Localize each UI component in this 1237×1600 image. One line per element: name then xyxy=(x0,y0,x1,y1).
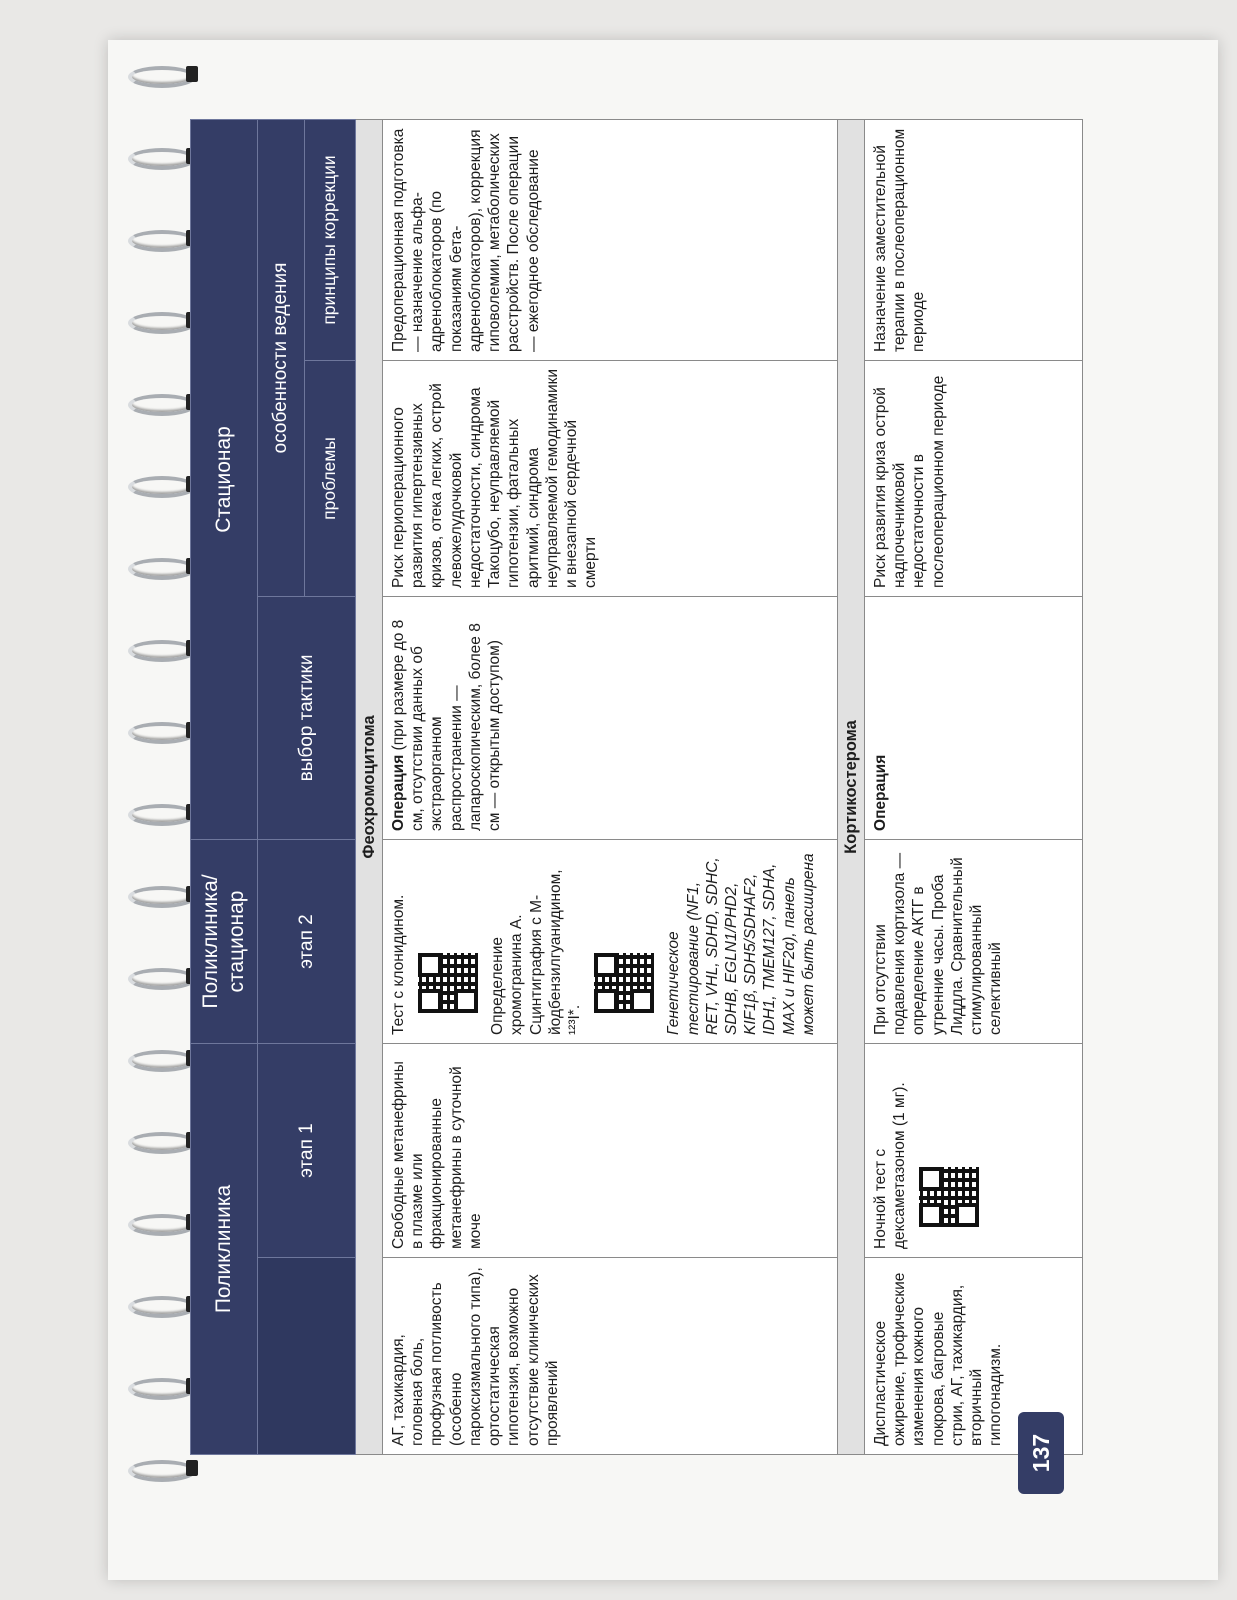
qr-code-icon[interactable] xyxy=(594,953,654,1013)
cortico-symptoms: Диспластическое ожирение, трофические изменения кожного покрова, багровые стрии, АГ, тахикардия, вторичный гипогонадизм. xyxy=(865,1258,1083,1455)
cortico-tactics-operation: Операция xyxy=(872,754,889,831)
pheo-principles: Предоперационная подготовка — назначение альфа-адреноблокаторов (по показаниям бета-адреноблокаторов), коррекция гиповолемии, метаболических расстройств. После операции — ежегодное обследование xyxy=(383,119,838,360)
header-stage-1: этап 1 xyxy=(258,1043,356,1257)
qr-code-icon[interactable] xyxy=(919,1167,979,1227)
pheo-genetic-testing: Генетическое тестирование (NF1, RET, VHL, SDHD, SDHC, SDHB, EGLN1/PHD2, KIF1β, SDH5/SDHAF2, IDH1, TMEM127, SDHA, MAX и HIF2α), панель может быть расширена xyxy=(665,853,817,1035)
tumor-management-table xyxy=(190,119,1083,1455)
header-clinic: Поликлиника xyxy=(191,1043,258,1454)
header-stage-2: этап 2 xyxy=(258,839,356,1043)
pheo-scintigraphy: Сцинтиграфия с М-йодбензилгуанидином, ¹²³I*. xyxy=(527,869,584,1035)
pheo-clonidine-test: Тест с клонидином. xyxy=(390,894,407,1035)
header-management: особенности ведения xyxy=(258,119,305,596)
cortico-problems: Риск развития криза острой надпочечниковой недостаточности в послеоперационном периоде xyxy=(865,360,1083,596)
spiral-ring xyxy=(124,1454,202,1482)
pheo-tactics-details: (при размере до 8 см, отсутствии данных об экстраорганном распространении — лапароскопическим, более 8 см — открытым доступом) xyxy=(390,619,504,831)
header-tactics: выбор тактики xyxy=(258,596,356,839)
rotated-table-stage xyxy=(190,120,1083,1455)
pheo-stage2 xyxy=(383,839,838,1043)
cortico-stage1 xyxy=(865,1043,1083,1257)
pheo-problems: Риск периоперационного развития гипертензивных кризов, отека легких, острой левожелудочковой недостаточности, синдрома Такоцубо, неуправляемой гипотензии, фатальных аритмий, синдрома неуправляемой гемодинамики и внезапной сердечной смерти xyxy=(383,360,838,596)
header-symptoms-blank xyxy=(258,1258,356,1455)
pheo-chromogranin: Определение хромогранина А. xyxy=(489,914,526,1035)
cortico-dexamethasone-test: Ночной тест с дексаметазоном (1 мг). xyxy=(872,1082,909,1249)
header-principles: принципы коррекции xyxy=(305,119,356,360)
section-corticosteroma: Кортикостерома xyxy=(838,119,865,1454)
page-number-badge: 137 xyxy=(1018,1412,1064,1494)
cortico-stage2: При отсутствии подавления кортизола — определение АКТГ в утренние часы. Проба Лиддла. Сравнительный стимулированный селективный xyxy=(865,839,1083,1043)
spiral-ring xyxy=(124,60,202,88)
cortico-principles: Назначение заместительной терапии в послеоперационном периоде xyxy=(865,119,1083,360)
pheo-symptoms: АГ, тахикардия, головная боль, профузная потливость (особенно пароксизмального типа), ортостатическая гипотензия, возможно отсутствие клинических проявлений xyxy=(383,1258,838,1455)
section-pheochromocytoma: Феохромоцитома xyxy=(356,119,383,1454)
pheo-tactics xyxy=(383,596,838,839)
qr-code-icon[interactable] xyxy=(418,953,478,1013)
header-hospital: Стационар xyxy=(191,119,258,839)
header-problems: проблемы xyxy=(305,360,356,596)
pheo-tactics-operation: Операция xyxy=(390,754,407,831)
header-clinic-hospital: Поликлиника/ стационар xyxy=(191,839,258,1043)
pheo-stage1: Свободные метанефрины в плазме или фракционированные метанефрины в суточной моче xyxy=(383,1043,838,1257)
cortico-tactics xyxy=(865,596,1083,839)
